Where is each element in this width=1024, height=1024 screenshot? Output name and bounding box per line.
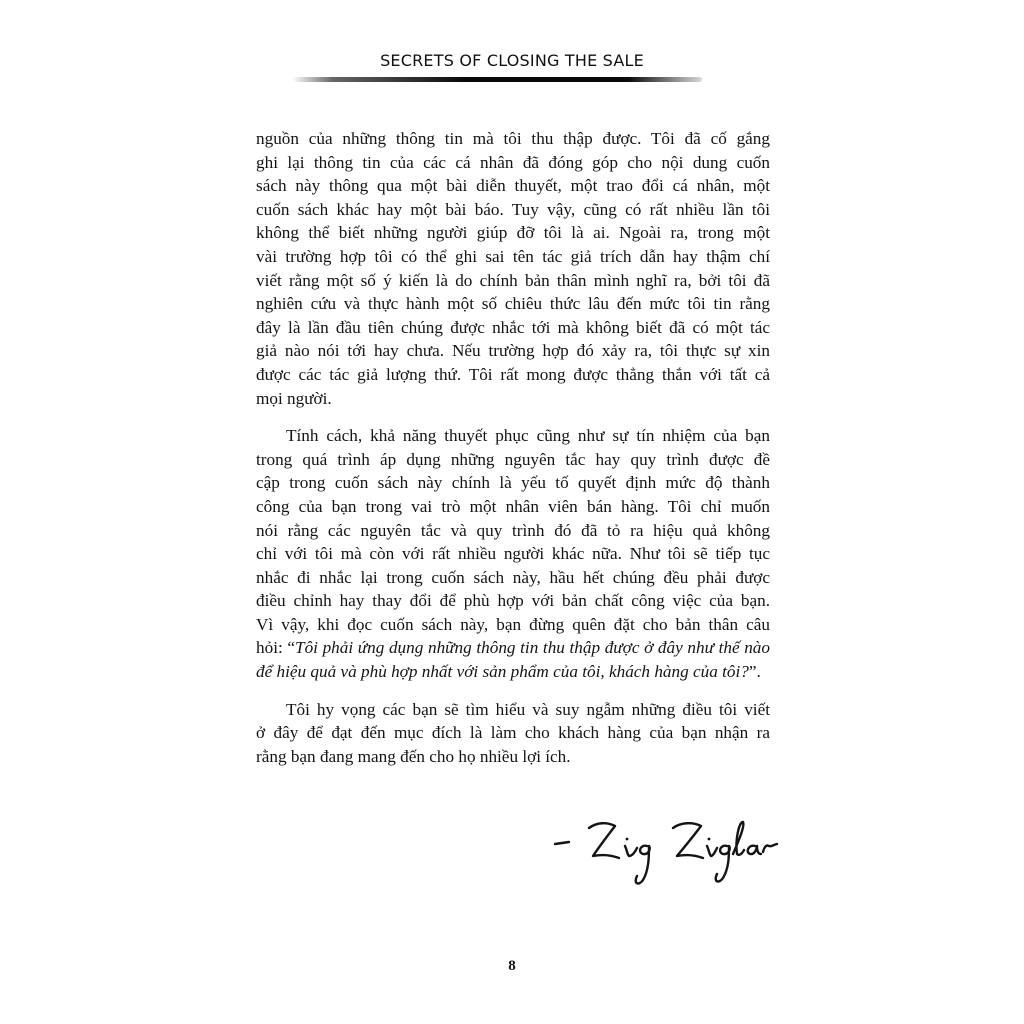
text-line: ở đây để đạt đến mục đích là làm cho khách hàng của bạn nhận ra — [256, 723, 770, 743]
text-line: rằng bạn đang mang đến cho họ nhiều lợi ích. — [256, 746, 571, 766]
body-text — [256, 127, 770, 768]
text-line: giả nào nói tới hay chưa. Nếu trường hợp đó xảy ra, tôi thực sự xin — [256, 341, 770, 361]
text-line: Tôi hy vọng các bạn sẽ tìm hiểu và suy ngẫm những điều tôi viết — [286, 699, 770, 719]
text-line: Tính cách, khả năng thuyết phục cũng như sự tín nhiệm của bạn — [286, 426, 770, 446]
text-line: nguồn của những thông tin mà tôi thu thập được. Tôi đã cố gắng — [256, 129, 770, 148]
text-line: viết rằng một số ý kiến là do chính bản thân mình nghĩ ra, bởi tôi đã — [256, 270, 770, 290]
quote-italic-1: Tôi phải ứng dụng những thông tin thu thập được ở đây như thế nào — [295, 638, 770, 658]
text-line: điều chỉnh hay thay đổi để phù hợp với bản chất công việc của bạn. — [256, 591, 770, 611]
paragraph-gap — [256, 684, 770, 698]
text-line: vài trường hợp tôi có thể ghi sai tên tác giả trích dẫn hay thậm chí — [256, 246, 770, 266]
text-line: ghi lại thông tin của các cá nhân đã đóng góp cho nội dung cuốn — [256, 152, 770, 172]
text-line: đây là lần đầu tiên chúng được nhắc tới mà không biết đã có một tác — [256, 317, 770, 337]
quote-italic-2: để hiệu quả và phù hợp nhất với sản phẩm của tôi, khách hàng của tôi? — [256, 662, 749, 682]
quote-suffix: ”. — [748, 662, 761, 682]
text-line: chỉ với tôi mà còn với rất nhiều người khác nữa. Như tôi sẽ tiếp tục — [256, 544, 770, 564]
text-line: được các tác giả lượng thứ. Tôi rất mong được thẳng thắn với tất cả — [256, 364, 770, 384]
running-header-title: SECRETS OF CLOSING THE SALE — [380, 51, 644, 70]
quote-line — [256, 660, 770, 684]
text-line: cuốn sách khác hay một bài báo. Tuy vậy, cũng có rất nhiều lần tôi — [256, 199, 770, 219]
text-line: cập trong cuốn sách này chính là yếu tố quyết định mức độ thành — [256, 473, 770, 493]
text-line: sách này thông qua một bài diễn thuyết, một trao đổi cá nhân, một — [256, 176, 770, 196]
signature — [545, 800, 785, 895]
paragraph-3 — [256, 698, 770, 769]
page-number: 8 — [508, 958, 516, 974]
text-line: Vì vậy, khi đọc cuốn sách này, bạn đừng quên đặt cho bản thân câu — [256, 614, 770, 634]
quote-line — [256, 636, 770, 660]
text-line: không thể biết những người giúp đỡ tôi là ai. Ngoài ra, trong một — [256, 223, 770, 243]
text-line: nhắc đi nhắc lại trong cuốn sách này, hầu hết chúng đều phải được — [256, 567, 770, 587]
text-line: trong quá trình áp dụng những nguyên tắc hay quy trình được đề — [256, 449, 770, 469]
paragraph-1 — [256, 127, 770, 410]
paragraph-gap — [256, 410, 770, 424]
text-line: nghiên cứu và thực hành một số chiêu thức lâu đến mức tôi tin rằng — [256, 294, 770, 314]
text-line: nói rằng các nguyên tắc và quy trình đó đã tỏ ra hiệu quả không — [256, 520, 770, 540]
paragraph-2 — [256, 424, 770, 684]
text-line: mọi người. — [256, 388, 332, 408]
quote-prefix: hỏi: “ — [256, 638, 296, 658]
text-line: công của bạn trong vai trò một nhân viên bán hàng. Tôi chỉ muốn — [256, 496, 770, 516]
header-rule — [292, 77, 702, 82]
